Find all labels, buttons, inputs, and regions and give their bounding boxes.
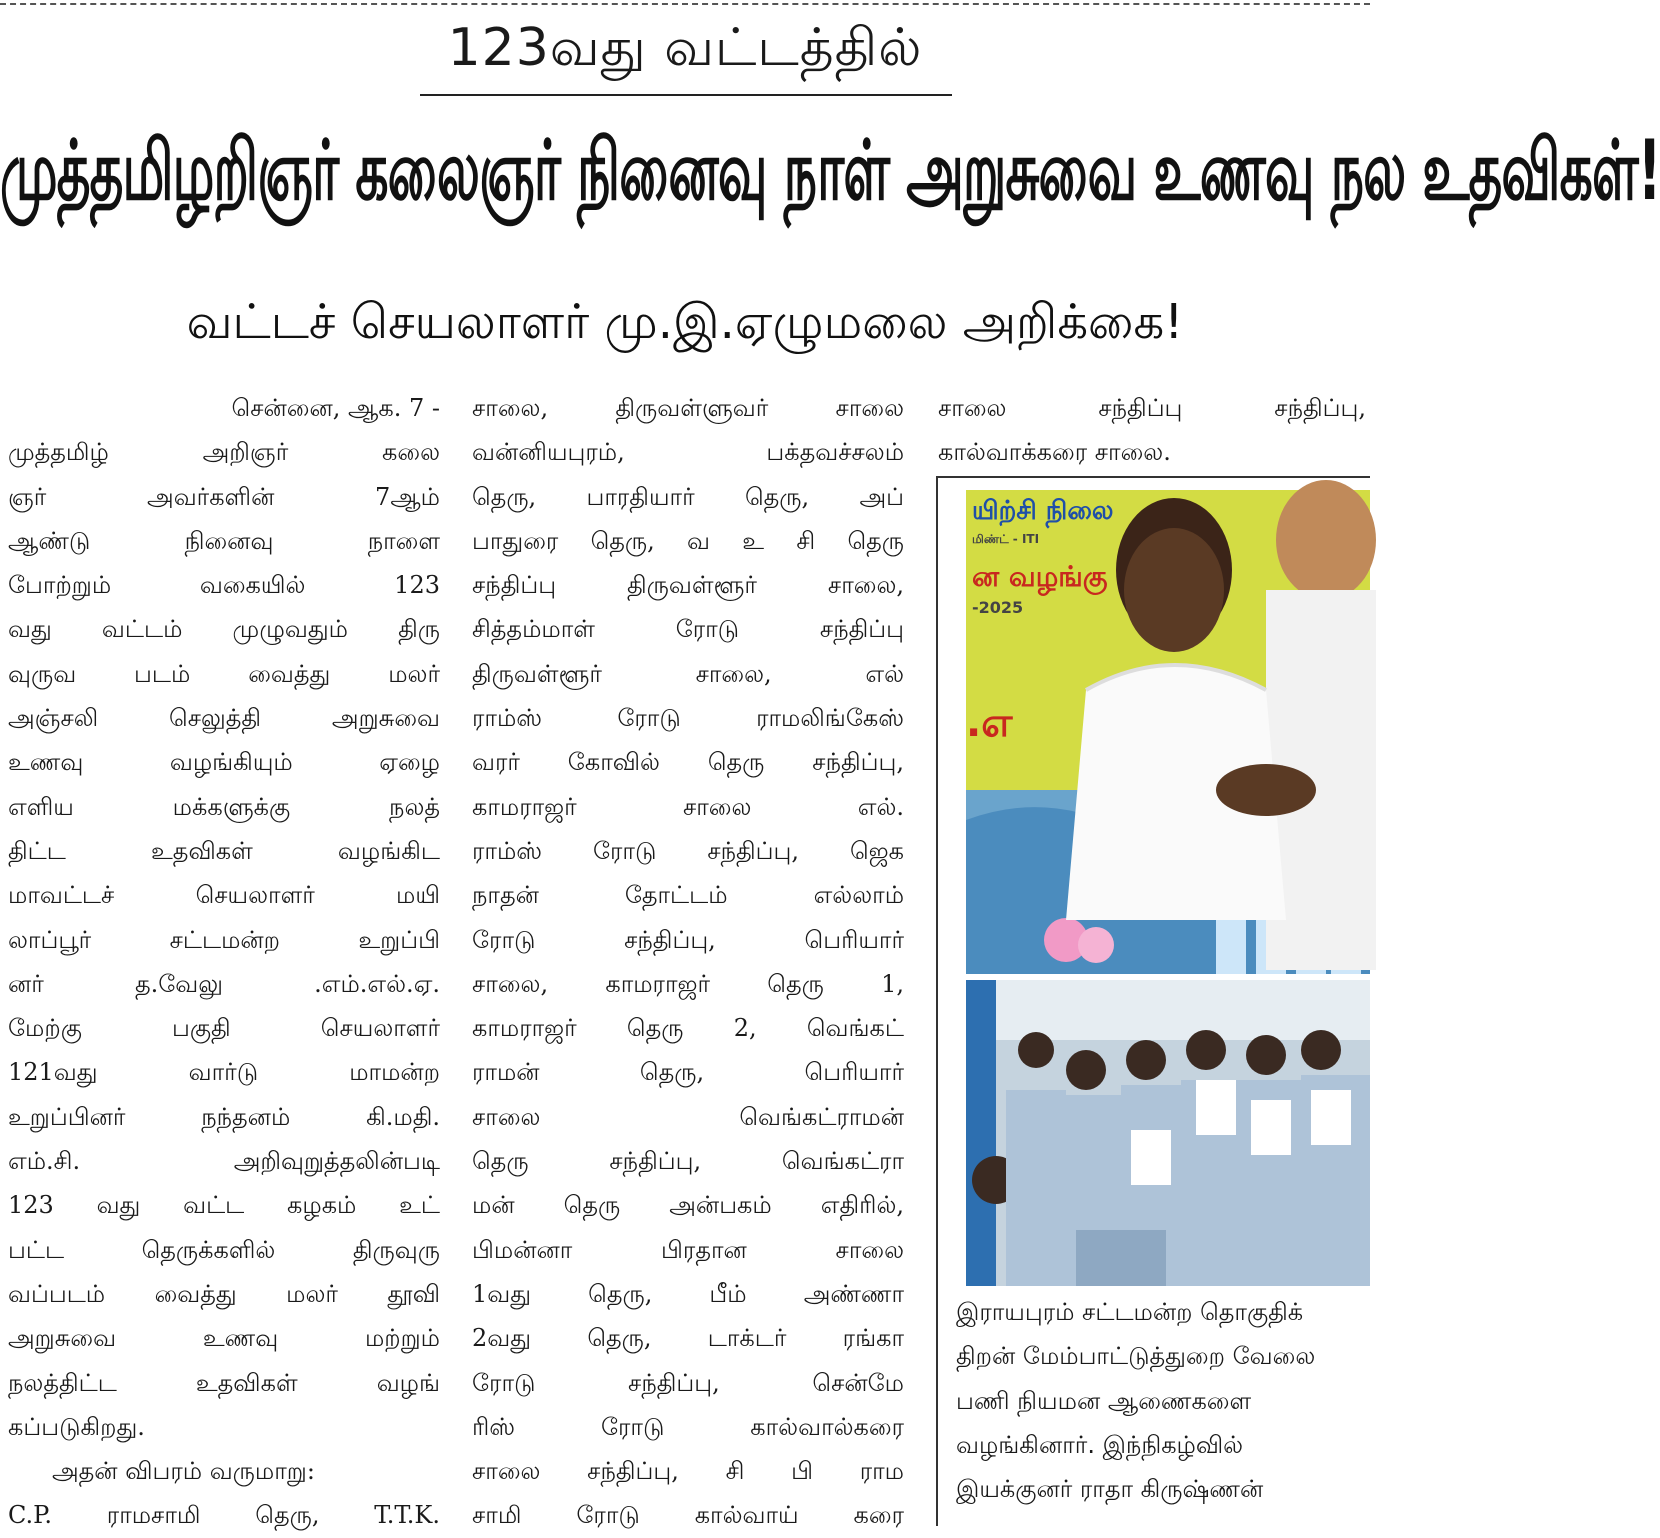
text-line: வன்னியபுரம், பக்தவச்சலம் bbox=[472, 438, 904, 467]
photo-caption bbox=[956, 1290, 1370, 1511]
text-line: சித்தம்மாள் ரோடு சந்திப்பு bbox=[472, 615, 904, 644]
main-headline: முத்தமிழறிஞர் கலைஞர் நினைவு நாள் அறுசுவை உணவு நல உதவிகள்! bbox=[0, 124, 1660, 220]
text-line: சாலை சந்திப்பு, சி பி ராம bbox=[472, 1457, 904, 1486]
text-line: சாலை, திருவள்ளுவர் சாலை bbox=[472, 394, 904, 422]
text-line: பிமன்னா பிரதான சாலை bbox=[472, 1235, 904, 1264]
event-photo-bottom bbox=[966, 980, 1370, 1286]
text-line: மாவட்டச் செயலாளர் மயி bbox=[8, 881, 440, 910]
caption-line: பணி நியமன ஆணைகளை bbox=[956, 1386, 1252, 1415]
text-line: சாலை, காமராஜர் தெரு 1, bbox=[472, 969, 904, 998]
text-line: திருவள்ளூர் சாலை, எல் bbox=[472, 659, 904, 688]
text-line: வரர் கோவில் தெரு சந்திப்பு, bbox=[472, 748, 904, 777]
text-line: சாலை சந்திப்பு சந்திப்பு, bbox=[938, 394, 1366, 422]
text-line: மேற்கு பகுதி செயலாளர் bbox=[8, 1014, 440, 1043]
text-line: அஞ்சலி செலுத்தி அறுசுவை bbox=[8, 704, 440, 733]
text-line: தெரு, பாரதியார் தெரு, அப் bbox=[472, 482, 904, 511]
text-line: னர் த.வேலு .எம்.எல்.ஏ. bbox=[8, 969, 440, 998]
text-line: பாதுரை தெரு, வ உ சி தெரு bbox=[472, 526, 904, 555]
text-line: நலத்திட்ட உதவிகள் வழங் bbox=[8, 1368, 440, 1397]
text-line: ஆண்டு நினைவு நாளை bbox=[8, 526, 440, 555]
text-line: சந்திப்பு திருவள்ளூர் சாலை, bbox=[472, 571, 904, 600]
caption-line: வழங்கினார். இந்நிகழ்வில் bbox=[956, 1430, 1244, 1459]
top-dashed-border bbox=[0, 3, 1370, 5]
text-line: வப்படம் வைத்து மலர் தூவி bbox=[8, 1279, 440, 1308]
article-column-3 bbox=[938, 386, 1366, 475]
text-line: காமராஜர் சாலை எல். bbox=[472, 792, 904, 821]
text-line: பட்ட தெருக்களில் திருவுரு bbox=[8, 1235, 440, 1264]
text-line: நாதன் தோட்டம் எல்லாம் bbox=[472, 881, 904, 910]
text-line: எளிய மக்களுக்கு நலத் bbox=[8, 792, 440, 821]
text-line: மன் தெரு அன்பகம் எதிரில், bbox=[472, 1191, 904, 1220]
kicker-heading: 123வது வட்டத்தில் bbox=[447, 18, 923, 78]
text-line: அறுசுவை உணவு மற்றும் bbox=[8, 1324, 440, 1353]
banner-text: ன வழங்கு bbox=[972, 560, 1108, 593]
text-line: ரோடு சந்திப்பு, சென்மே bbox=[472, 1368, 904, 1397]
text-line: ரோடு சந்திப்பு, பெரியார் bbox=[472, 925, 904, 954]
text-line: வுருவ படம் வைத்து மலர் bbox=[8, 659, 440, 688]
text-line: சாலை வெங்கட்ராமன் bbox=[472, 1102, 904, 1131]
article-column-2 bbox=[472, 386, 904, 1538]
text-line: ரிஸ் ரோடு கால்வால்கரை bbox=[472, 1412, 904, 1441]
text-line: ஞர் அவர்களின் 7ஆம் bbox=[8, 482, 440, 511]
text-line: தெரு சந்திப்பு, வெங்கட்ரா bbox=[472, 1147, 904, 1176]
text-line: காமராஜர் தெரு 2, வெங்கட் bbox=[472, 1014, 904, 1043]
text-line: C.P. ராமசாமி தெரு, T.T.K. bbox=[8, 1501, 440, 1530]
caption-line: இராயபுரம் சட்டமன்ற தொகுதிக் bbox=[956, 1298, 1304, 1326]
text-line: உணவு வழங்கியும் ஏழை bbox=[8, 748, 440, 777]
text-line: 2வது தெரு, டாக்டர் ரங்கா bbox=[472, 1324, 904, 1353]
banner-text: மிண்ட் - ITI bbox=[972, 532, 1040, 546]
banner-text: யிற்சி நிலை bbox=[972, 496, 1114, 526]
event-photo-bottom-illustration bbox=[966, 980, 1370, 1286]
text-line: எம்.சி. அறிவுறுத்தலின்படி bbox=[8, 1147, 440, 1176]
text-line: சாமி ரோடு கால்வாய் கரை bbox=[472, 1501, 904, 1530]
text-line: வது வட்டம் முழுவதும் திரு bbox=[8, 615, 440, 644]
text-line: 121வது வார்டு மாமன்ற bbox=[8, 1058, 440, 1087]
text-line: அதன் விபரம் வருமாறு: bbox=[52, 1457, 315, 1486]
text-line: ராம்ஸ் ரோடு ராமலிங்கேஸ் bbox=[472, 704, 904, 733]
text-line: 1வது தெரு, பீம் அண்ணா bbox=[472, 1279, 904, 1308]
text-line: ராம்ஸ் ரோடு சந்திப்பு, ஜெக bbox=[472, 836, 904, 865]
text-line: போற்றும் வகையில் 123 bbox=[8, 571, 440, 600]
text-line: 123 வது வட்ட கழகம் உட் bbox=[8, 1191, 440, 1220]
dateline: சென்னை, ஆக. 7 - bbox=[231, 394, 440, 422]
text-line: கால்வாக்கரை சாலை. bbox=[938, 438, 1171, 467]
text-line: ராமன் தெரு, பெரியார் bbox=[472, 1058, 904, 1087]
text-line: முத்தமிழ் அறிஞர் கலை bbox=[8, 438, 440, 467]
article-column-1 bbox=[8, 386, 440, 1538]
event-photo-top bbox=[966, 490, 1370, 974]
caption-line: திறன் மேம்பாட்டுத்துறை வேலை bbox=[956, 1342, 1316, 1371]
banner-text: -2025 bbox=[972, 598, 1024, 617]
text-line: திட்ட உதவிகள் வழங்கிட bbox=[8, 836, 440, 865]
text-line: உறுப்பினர் நந்தனம் கி.மதி. bbox=[8, 1102, 440, 1131]
subheadline: வட்டச் செயலாளர் மு.இ.ஏழுமலை அறிக்கை! bbox=[186, 294, 1184, 350]
text-line: லாப்பூர் சட்டமன்ற உறுப்பி bbox=[8, 925, 440, 954]
caption-line: இயக்குனர் ராதா கிருஷ்ணன் bbox=[956, 1475, 1264, 1504]
banner-text: .எ bbox=[966, 700, 1013, 746]
text-line: கப்படுகிறது. bbox=[8, 1412, 145, 1441]
